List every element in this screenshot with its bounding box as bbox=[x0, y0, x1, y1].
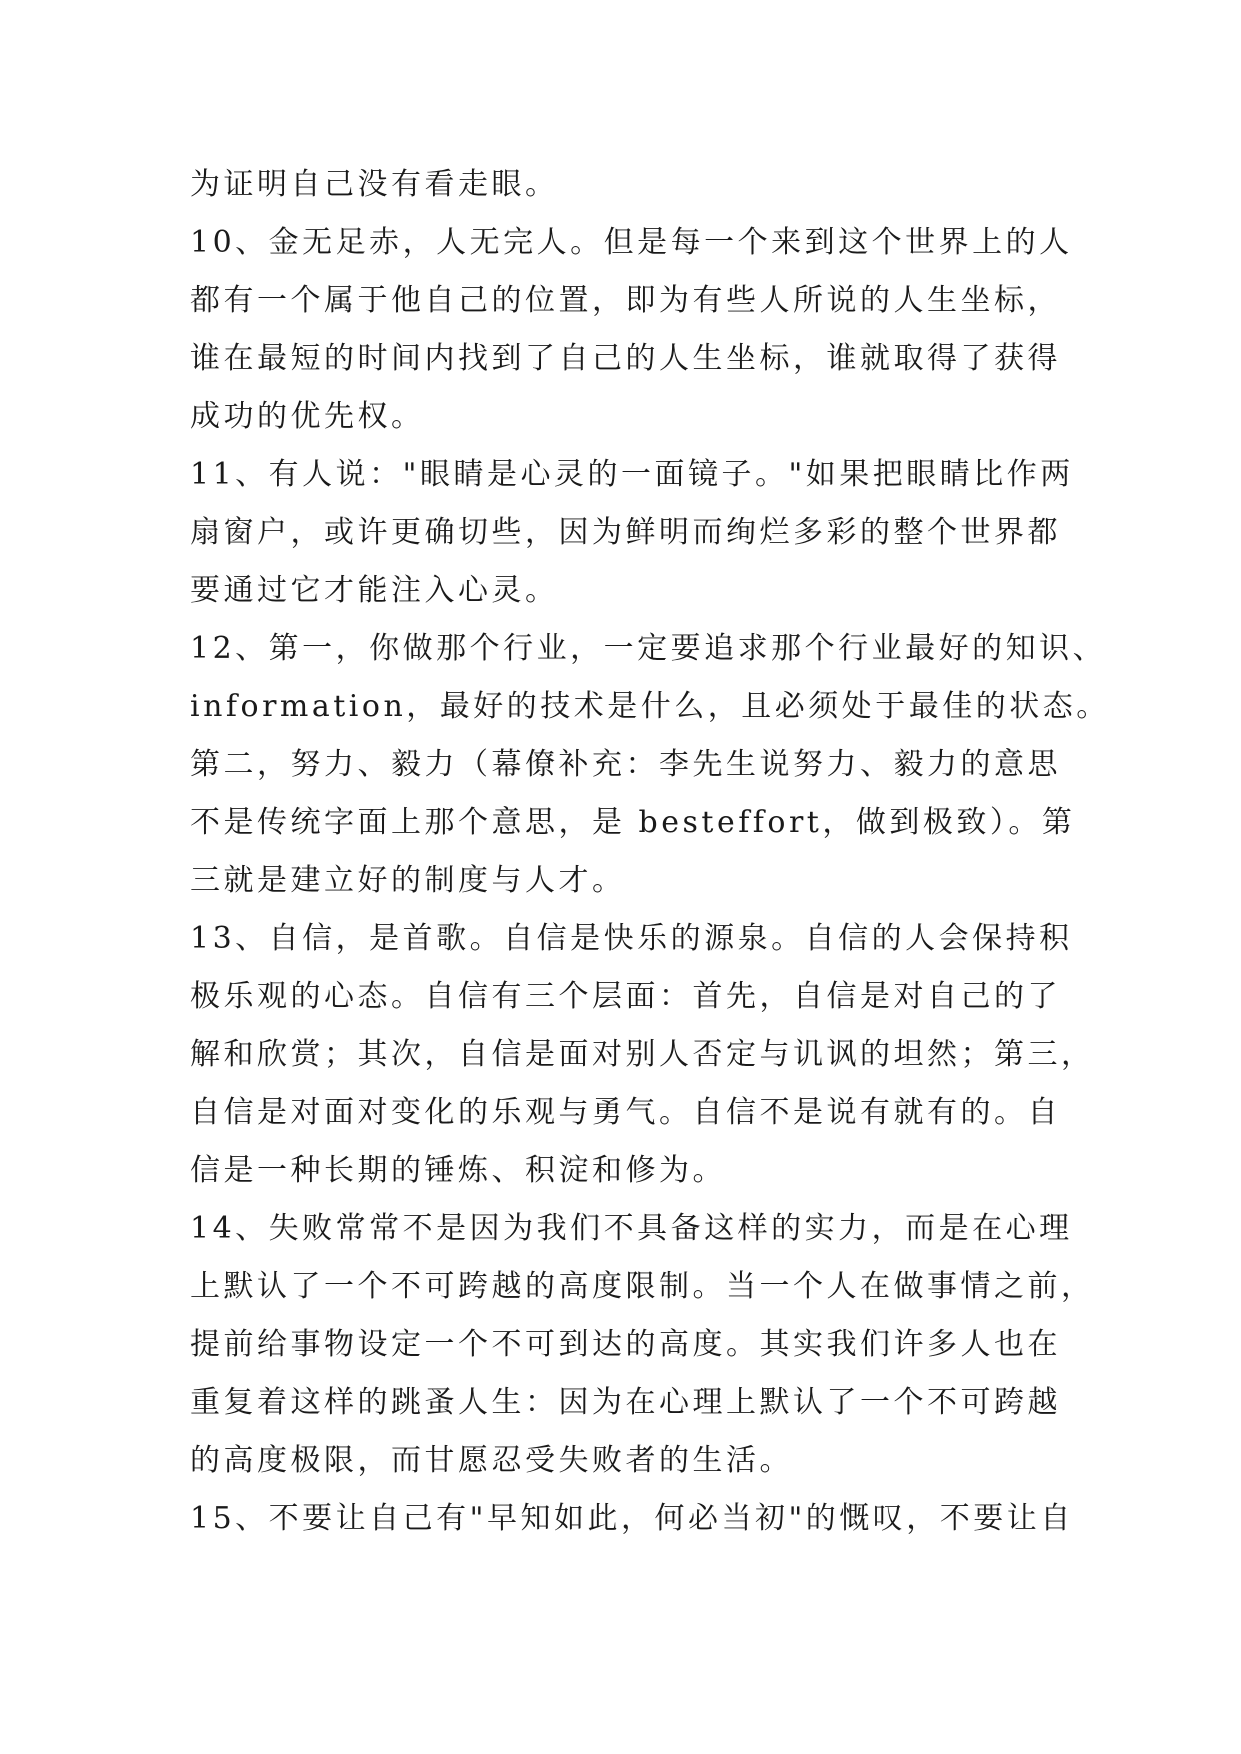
text-line: 都有一个属于他自己的位置，即为有些人所说的人生坐标， bbox=[190, 283, 1061, 318]
text-line: information，最好的技术是什么，且必须处于最佳的状态。 bbox=[190, 689, 1110, 724]
text-line: 的高度极限，而甘愿忍受失败者的生活。 bbox=[190, 1443, 793, 1478]
text-line: 13、自信，是首歌。自信是快乐的源泉。自信的人会保持积 bbox=[190, 921, 1073, 956]
text-line: 自信是对面对变化的乐观与勇气。自信不是说有就有的。自 bbox=[190, 1095, 1061, 1130]
text-line: 重复着这样的跳蚤人生：因为在心理上默认了一个不可跨越 bbox=[190, 1385, 1061, 1420]
text-line: 不是传统字面上那个意思，是 besteffort，做到极致）。第 bbox=[190, 805, 1076, 840]
text-line: 解和欣赏；其次，自信是面对别人否定与讥讽的坦然；第三， bbox=[190, 1037, 1095, 1072]
text-line: 11、有人说："眼睛是心灵的一面镜子。"如果把眼睛比作两 bbox=[190, 457, 1074, 492]
text-line: 要通过它才能注入心灵。 bbox=[190, 573, 559, 608]
text-line: 扇窗户，或许更确切些，因为鲜明而绚烂多彩的整个世界都 bbox=[190, 515, 1061, 550]
text-line: 提前给事物设定一个不可到达的高度。其实我们许多人也在 bbox=[190, 1327, 1061, 1362]
text-line: 15、不要让自己有"早知如此，何必当初"的慨叹，不要让自 bbox=[190, 1501, 1074, 1536]
text-line: 为证明自己没有看走眼。 bbox=[190, 167, 559, 202]
text-line: 三就是建立好的制度与人才。 bbox=[190, 863, 626, 898]
text-line: 10、金无足赤，人无完人。但是每一个来到这个世界上的人 bbox=[190, 225, 1073, 260]
text-line: 极乐观的心态。自信有三个层面：首先，自信是对自己的了 bbox=[190, 979, 1061, 1014]
text-line: 上默认了一个不可跨越的高度限制。当一个人在做事情之前， bbox=[190, 1269, 1095, 1304]
text-line: 信是一种长期的锤炼、积淀和修为。 bbox=[190, 1153, 726, 1188]
body-text bbox=[190, 156, 1110, 1548]
text-line: 第二，努力、毅力（幕僚补充：李先生说努力、毅力的意思 bbox=[190, 747, 1061, 782]
text-line: 谁在最短的时间内找到了自己的人生坐标，谁就取得了获得 bbox=[190, 341, 1061, 376]
text-line: 14、失败常常不是因为我们不具备这样的实力，而是在心理 bbox=[190, 1211, 1073, 1246]
text-line: 12、第一，你做那个行业，一定要追求那个行业最好的知识、 bbox=[190, 631, 1107, 666]
text-line: 成功的优先权。 bbox=[190, 399, 425, 434]
